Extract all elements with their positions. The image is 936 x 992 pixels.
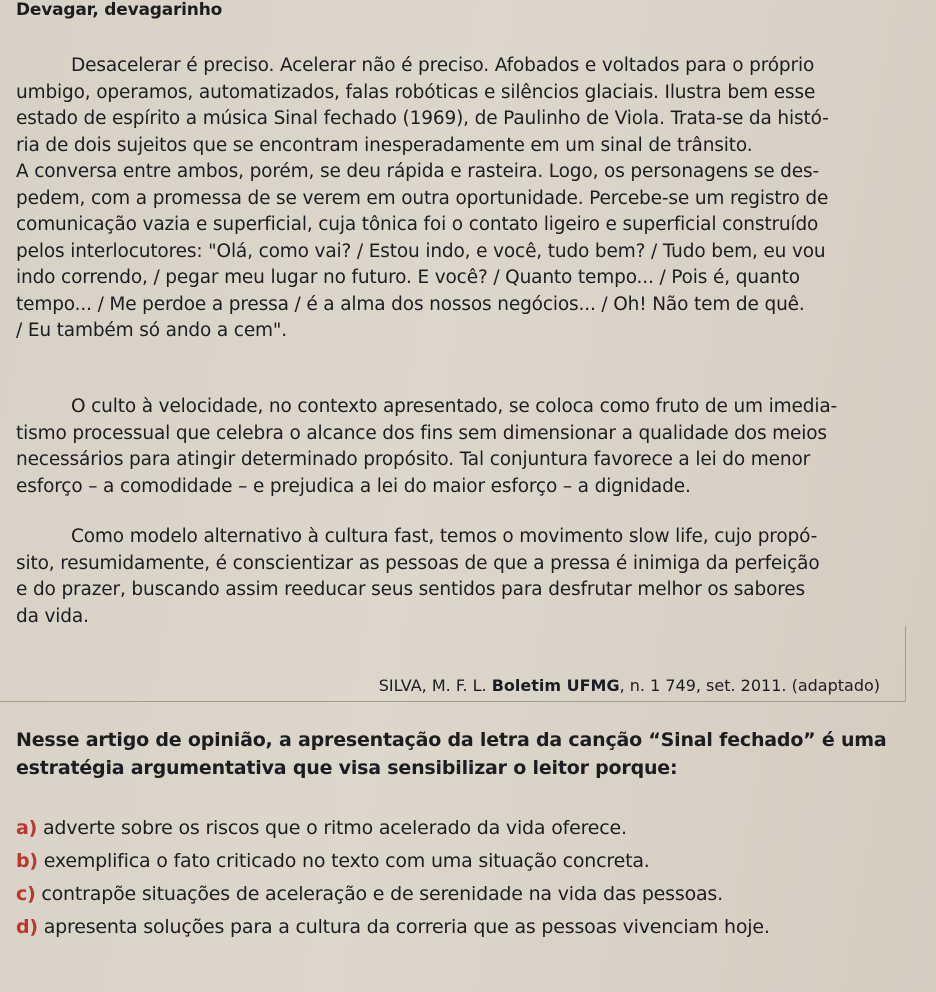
text-line: ria de dois sujeitos que se encontram inesperadamente em um sinal de trânsito.: [16, 134, 753, 156]
option-letter: a): [16, 817, 38, 839]
option-letter: d): [16, 916, 38, 938]
text-line: esforço – a comodidade – e prejudica a lei do maior esforço – a dignidade.: [16, 475, 691, 497]
text-line: tempo... / Me perdoe a pressa / é a alma dos nossos negócios... / Oh! Não tem de quê.: [16, 293, 805, 315]
option-text: exemplifica o fato criticado no texto com uma situação concreta.: [43, 850, 650, 872]
option-text: contrapõe situações de aceleração e de serenidade na vida das pessoas.: [41, 883, 723, 905]
text-line: / Eu também só ando a cem".: [16, 320, 288, 341]
text-line: Desacelerar é preciso. Acelerar não é preciso. Afobados e voltados para o próprio: [71, 55, 815, 76]
question-line: Nesse artigo de opinião, a apresentação da letra da canção “Sinal fechado” é uma: [16, 729, 887, 751]
source-publication: Boletim UFMG: [491, 676, 620, 695]
text-line: comunicação vazia e superficial, cuja tônica foi o contato ligeiro e superficial construído: [16, 214, 819, 235]
text-line: O culto à velocidade, no contexto apresentado, se coloca como fruto de um imedia-: [71, 396, 838, 417]
section-divider: [0, 701, 905, 702]
answer-options: [16, 812, 770, 944]
article-source: [0, 676, 880, 695]
option-letter: c): [16, 883, 36, 905]
text-line: da vida.: [16, 605, 89, 627]
option-text: apresenta soluções para a cultura da correria que as pessoas vivenciam hoje.: [43, 916, 770, 938]
source-author: SILVA, M. F. L.: [378, 676, 487, 695]
text-line: A conversa entre ambos, porém, se deu rápida e rasteira. Logo, os personagens se des-: [16, 161, 820, 182]
text-line: estado de espírito a música Sinal fechado (1969), de Paulinho de Viola. Trata-se da histó-: [16, 108, 829, 129]
text-line: pedem, com a promessa de se verem em outra oportunidade. Percebe-se um registro de: [16, 187, 829, 209]
text-line: e do prazer, buscando assim reeducar seus sentidos para desfrutar melhor os sabores: [16, 579, 806, 600]
text-line: necessários para atingir determinado propósito. Tal conjuntura favorece a lei do menor: [16, 449, 811, 470]
box-border: [905, 626, 906, 702]
paragraph-3: [16, 524, 820, 630]
question-line: estratégia argumentativa que visa sensibilizar o leitor porque:: [16, 757, 678, 779]
source-details: , n. 1 749, set. 2011. (adaptado): [619, 676, 880, 695]
option-d[interactable]: [16, 911, 770, 944]
option-c[interactable]: [16, 878, 770, 911]
text-line: umbigo, operamos, automatizados, falas robóticas e silêncios glaciais. Ilustra bem esse: [16, 81, 816, 103]
option-b[interactable]: [16, 845, 770, 878]
text-line: indo correndo, / pegar meu lugar no futuro. E você? / Quanto tempo... / Pois é, quanto: [16, 267, 800, 288]
text-line: sito, resumidamente, é conscientizar as pessoas de que a pressa é inimiga da perfeição: [16, 552, 820, 574]
option-a[interactable]: [16, 812, 770, 845]
option-letter: b): [16, 850, 38, 872]
paragraph-1: [16, 53, 829, 345]
article-title: Devagar, devagarinho: [16, 0, 223, 20]
question-stem: [16, 726, 887, 782]
text-line: pelos interlocutores: "Olá, como vai? / Estou indo, e você, tudo bem? / Tudo bem, eu vou: [16, 240, 826, 262]
paragraph-2: [16, 394, 837, 500]
text-line: tismo processual que celebra o alcance dos fins sem dimensionar a qualidade dos meios: [16, 422, 827, 444]
option-text: adverte sobre os riscos que o ritmo acelerado da vida oferece.: [42, 817, 627, 839]
text-line: Como modelo alternativo à cultura fast, temos o movimento slow life, cujo propó-: [71, 526, 818, 547]
